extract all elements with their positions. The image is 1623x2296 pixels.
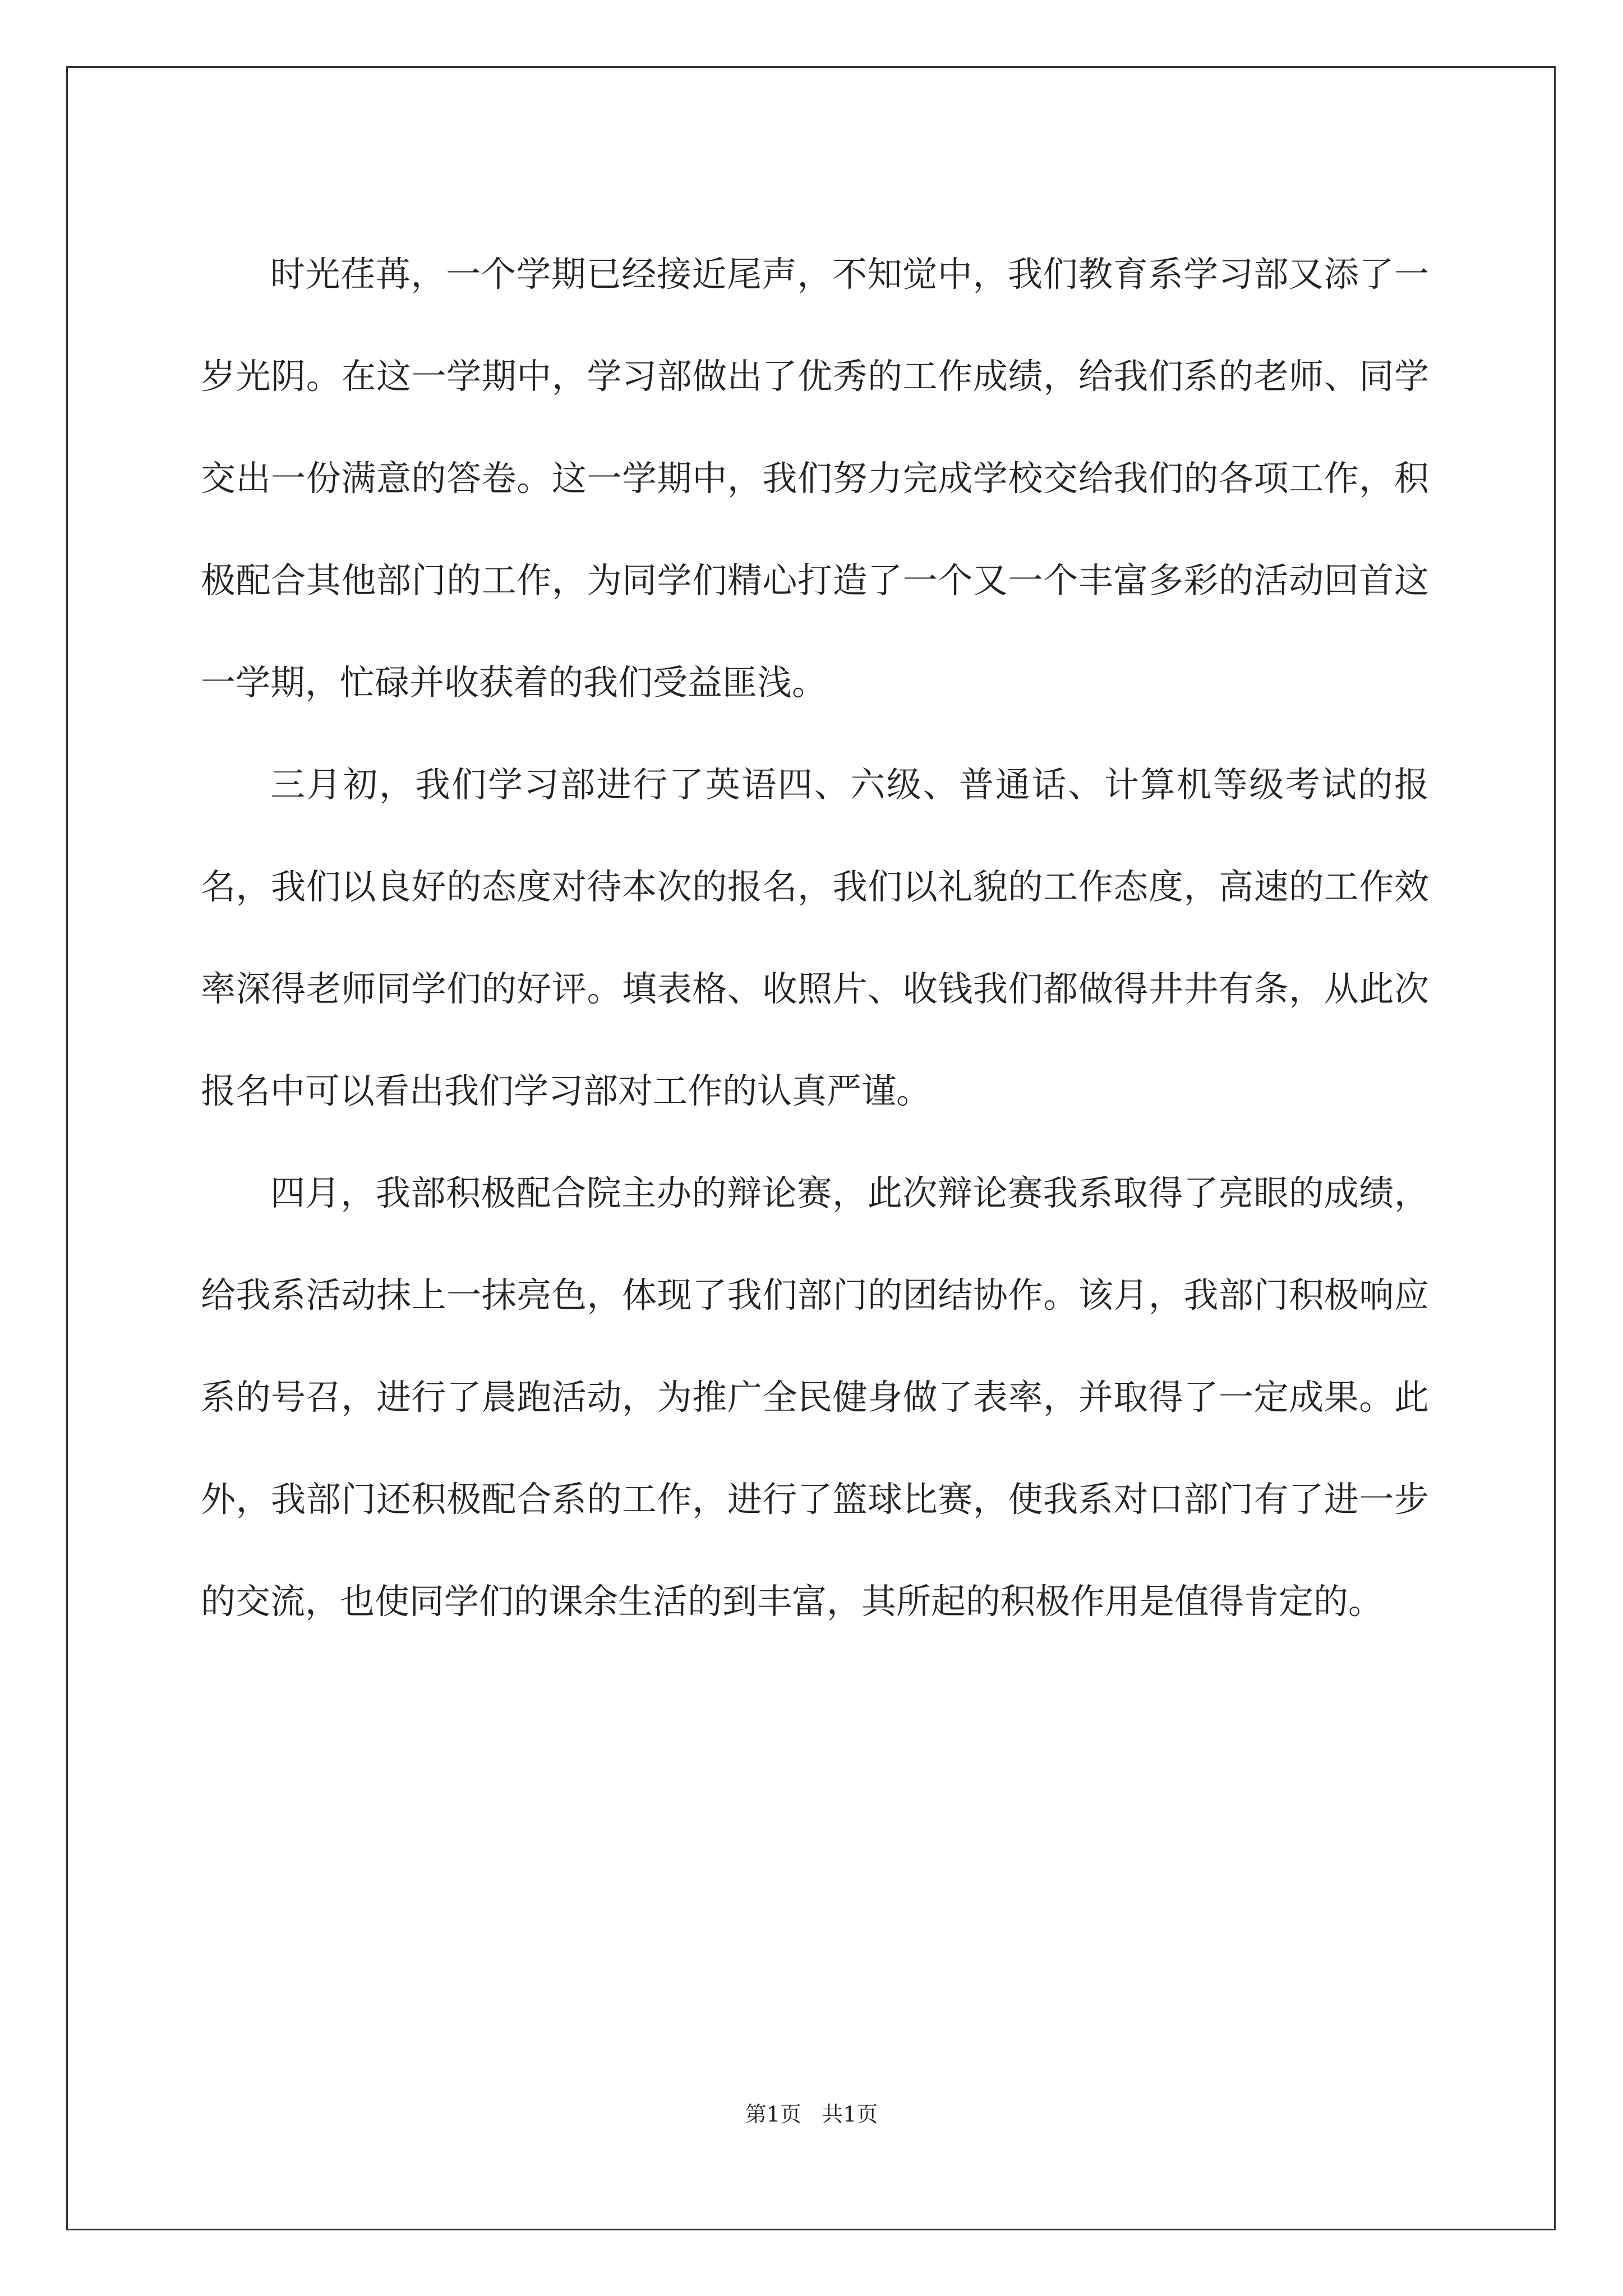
page-footer [0, 2097, 1623, 2128]
page-number: 第1页 [745, 2102, 801, 2127]
page-total: 共1页 [822, 2102, 878, 2127]
document-body [201, 223, 1429, 1653]
footer-gap [801, 2102, 822, 2127]
paragraph-april: 四月，我部积极配合院主办的辩论赛，此次辩论赛我系取得了亮眼的成绩，给我系活动抹上一抹亮色，体现了我们部门的团结协作。该月，我部门积极响应系的号召，进行了晨跑活动，为推广全民健身做了表率，并取得了一定成果。此外，我部门还积极配合系的工作，进行了篮球比赛，使我系对口部门有了进一步的交流，也使同学们的课余生活的到丰富，其所起的积极作用是值得肯定的。 [201, 1172, 1429, 1622]
paragraph-intro: 时光荏苒，一个学期已经接近尾声，不知觉中，我们教育系学习部又添了一岁光阴。在这一学期中，学习部做出了优秀的工作成绩，给我们系的老师、同学交出一份满意的答卷。这一学期中，我们努力完成学校交给我们的各项工作，积极配合其他部门的工作，为同学们精心打造了一个又一个丰富多彩的活动回首这一学期，忙碌并收获着的我们受益匪浅。 [201, 254, 1429, 703]
paragraph-march: 三月初，我们学习部进行了英语四、六级、普通话、计算机等级考试的报名，我们以良好的态度对待本次的报名，我们以礼貌的工作态度，高速的工作效率深得老师同学们的好评。填表格、收照片、收钱我们都做得井井有条，从此次报名中可以看出我们学习部对工作的认真严谨。 [201, 764, 1429, 1111]
